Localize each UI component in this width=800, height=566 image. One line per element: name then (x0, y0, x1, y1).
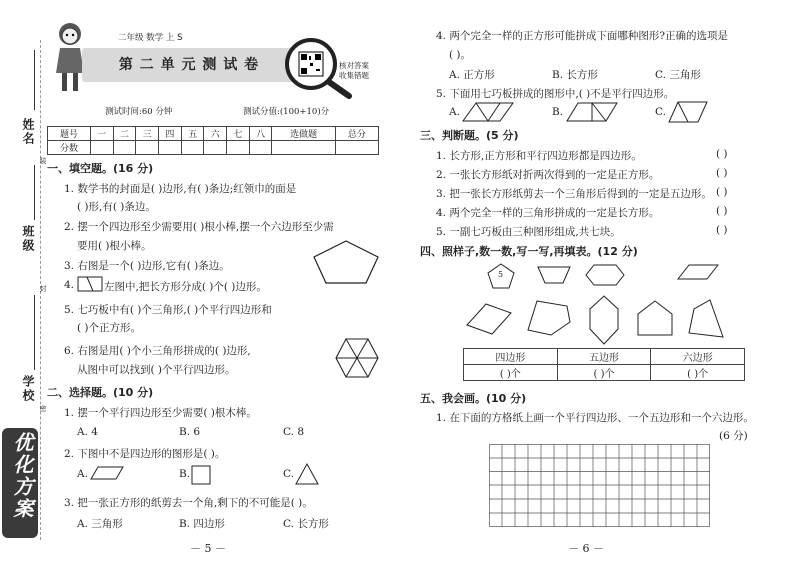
triangle-figure (295, 463, 319, 488)
fill-q3: 3. 右图是一个( )边形,它有( )条边。 (64, 260, 230, 272)
score-blank-cell[interactable] (91, 141, 114, 155)
page-title: 第 二 单 元 测 试 卷 (82, 48, 296, 82)
judge-q5: 5. 一副七巧板由三种图形组成,共七块。 (436, 226, 621, 238)
draw-points: (6 分) (719, 430, 748, 442)
score-head-cell: 二 (113, 127, 136, 141)
pentagon-figure (310, 239, 382, 288)
count-hexagon[interactable]: ( )个 (651, 365, 745, 381)
choice-q4-option-b[interactable]: B. 长方形 (552, 69, 598, 81)
shape-trapezoid (537, 266, 571, 287)
score-table-score-row (48, 141, 379, 155)
fill-q4: 左图中,把长方形分成( )个( )边形。 (104, 281, 267, 293)
shape-rhombus-wide (466, 303, 512, 338)
choice-q4-line1: 4. 两个完全一样的正方形可能拼成下面哪种图形?正确的选项是 (436, 30, 728, 42)
head-quadrilateral: 四边形 (464, 349, 558, 365)
choice-q5-option-a[interactable]: A. (449, 106, 460, 118)
fill-q5-line1: 5. 七巧板中有( )个三角形,( )个平行四边形和 (64, 304, 272, 316)
choice-q2-option-c[interactable]: C. (283, 468, 294, 480)
school-line (34, 295, 35, 370)
draw-question: 1. 在下面的方格纸上画一个平行四边形、一个五边形和一个六边形。 (436, 412, 754, 424)
head-pentagon: 五边形 (557, 349, 651, 365)
score-blank-cell[interactable] (136, 141, 159, 155)
score-head-cell: 三 (136, 127, 159, 141)
score-row-label: 分数 (48, 141, 91, 155)
choice-q3: 3. 把一张正方形的纸剪去一个角,剩下的不可能是( )。 (64, 497, 313, 509)
count-table-row (464, 365, 745, 381)
qr-caption-2: 收集错题 (339, 71, 369, 80)
score-blank-cell[interactable] (335, 141, 378, 155)
choice-q4-line2: ( )。 (449, 49, 472, 61)
shape-house-pentagon (637, 300, 673, 339)
name-label: 姓名 (21, 118, 35, 146)
score-head-cell: 七 (227, 127, 250, 141)
section-1-title: 一、填空题。(16 分) (47, 162, 154, 175)
seal-mark-3: 密 (39, 405, 47, 414)
section-3-title: 三、判断题。(5 分) (420, 129, 519, 142)
fill-q1-line2: ( )形,有( )条边。 (77, 201, 156, 213)
fill-q5-line2: ( )个正方形。 (77, 322, 142, 334)
score-blank-cell[interactable] (159, 141, 182, 155)
shape-count-table (463, 348, 745, 381)
tangram-b-figure (566, 102, 618, 125)
count-pentagon[interactable]: ( )个 (557, 365, 651, 381)
score-blank-cell[interactable] (204, 141, 227, 155)
fill-q2-line2: 要用( )根小棒。 (77, 240, 152, 252)
judge-answer-1[interactable]: ( ) (716, 148, 728, 160)
grade-label: 二年级 数学 上 S (118, 33, 183, 43)
choice-q1-option-a[interactable]: A. 4 (77, 426, 98, 438)
seal-mark-2: 封 (39, 285, 47, 294)
hexagon-triangles-figure (335, 337, 379, 382)
square-figure (191, 465, 211, 488)
score-table (47, 126, 379, 155)
shape-parallelogram (677, 264, 719, 283)
pentagon-example-label: 5 (498, 270, 504, 279)
fill-q4-num: 4. (64, 279, 75, 291)
shape-pentagon-irregular (527, 300, 571, 339)
brand-logo (2, 428, 38, 538)
shape-hexagon-tall (589, 295, 619, 348)
shape-quadrilateral (688, 299, 724, 342)
parallelogram-figure (90, 466, 124, 483)
page-number-left: － 5 － (190, 542, 226, 555)
choice-q2: 2. 下图中不是四边形的图形是( )。 (64, 448, 226, 460)
split-rectangle-figure (77, 276, 103, 295)
choice-q5-option-b[interactable]: B. (552, 106, 564, 118)
choice-q5: 5. 下面用七巧板拼成的图形中,( )不是平行四边形。 (436, 88, 675, 100)
score-head-cell: 八 (249, 127, 272, 141)
seal-mark-1: 装 (39, 157, 47, 166)
score-blank-cell[interactable] (249, 141, 272, 155)
judge-answer-4[interactable]: ( ) (716, 205, 728, 217)
brand-logo-text: 优化方案 (10, 432, 34, 520)
shape-hexagon (585, 264, 625, 289)
choice-q4-option-c[interactable]: C. 三角形 (655, 69, 701, 81)
score-table-header-row (48, 127, 379, 141)
fill-q6-line1: 6. 右图是用( )个小三角形拼成的( )边形, (64, 345, 251, 357)
score-head-cell: 题号 (48, 127, 91, 141)
tangram-c-figure (668, 101, 708, 126)
choice-q3-option-a[interactable]: A. 三角形 (77, 518, 123, 530)
name-line (34, 50, 35, 110)
score-blank-cell[interactable] (272, 141, 335, 155)
choice-q2-option-b[interactable]: B. (179, 468, 191, 480)
choice-q2-option-a[interactable]: A. (77, 468, 88, 480)
score-head-cell: 总分 (335, 127, 378, 141)
class-line (34, 165, 35, 220)
fill-q1-line1: 1. 数学书的封面是( )边形,有( )条边;红领巾的面是 (64, 183, 297, 195)
test-time: 测试时间:60 分钟 (105, 107, 173, 117)
count-quadrilateral[interactable]: ( )个 (464, 365, 558, 381)
count-table-header (464, 349, 745, 365)
choice-q1-option-b[interactable]: B. 6 (179, 426, 201, 438)
judge-answer-3[interactable]: ( ) (716, 186, 728, 198)
score-blank-cell[interactable] (113, 141, 136, 155)
score-head-cell: 四 (159, 127, 182, 141)
judge-q2: 2. 一张长方形纸对折两次得到的一定是正方形。 (436, 169, 660, 181)
score-head-cell: 五 (181, 127, 204, 141)
judge-q4: 4. 两个完全一样的三角形拼成的一定是长方形。 (436, 207, 660, 219)
page-number-right: － 6 － (568, 542, 604, 555)
fill-q2-line1: 2. 摆一个四边形至少需要用( )根小棒,摆一个六边形至少需 (64, 221, 334, 233)
judge-answer-5[interactable]: ( ) (716, 224, 728, 236)
head-hexagon: 六边形 (651, 349, 745, 365)
grid-paper[interactable] (489, 444, 711, 531)
choice-q1-option-c[interactable]: C. 8 (283, 426, 305, 438)
choice-q5-option-c[interactable]: C. (655, 106, 666, 118)
test-score: 测试分值:(100+10)分 (243, 107, 330, 117)
score-blank-cell[interactable] (181, 141, 204, 155)
score-head-cell: 一 (91, 127, 114, 141)
class-label: 班级 (21, 225, 35, 253)
section-2-title: 二、选择题。(10 分) (47, 386, 154, 399)
score-head-cell: 选做题 (272, 127, 335, 141)
score-blank-cell[interactable] (227, 141, 250, 155)
choice-q1: 1. 摆一个平行四边形至少需要( )根木棒。 (64, 407, 257, 419)
choice-q3-option-c[interactable]: C. 长方形 (283, 518, 329, 530)
school-label: 学校 (21, 375, 35, 403)
qr-caption-1: 核对答案 (339, 61, 369, 70)
score-head-cell: 六 (204, 127, 227, 141)
tangram-a-figure (462, 102, 514, 125)
section-5-title: 五、我会画。(10 分) (420, 392, 527, 405)
choice-q3-option-b[interactable]: B. 四边形 (179, 518, 225, 530)
judge-q1: 1. 长方形,正方形和平行四边形都是四边形。 (436, 150, 642, 162)
judge-answer-2[interactable]: ( ) (716, 167, 728, 179)
choice-q4-option-a[interactable]: A. 正方形 (449, 69, 495, 81)
judge-q3: 3. 把一张长方形纸剪去一个三角形后得到的一定是五边形。 (436, 188, 712, 200)
section-4-title: 四、照样子,数一数,写一写,再填表。(12 分) (420, 245, 638, 258)
fill-q6-line2: 从图中可以找到( )个平行四边形。 (77, 364, 236, 376)
